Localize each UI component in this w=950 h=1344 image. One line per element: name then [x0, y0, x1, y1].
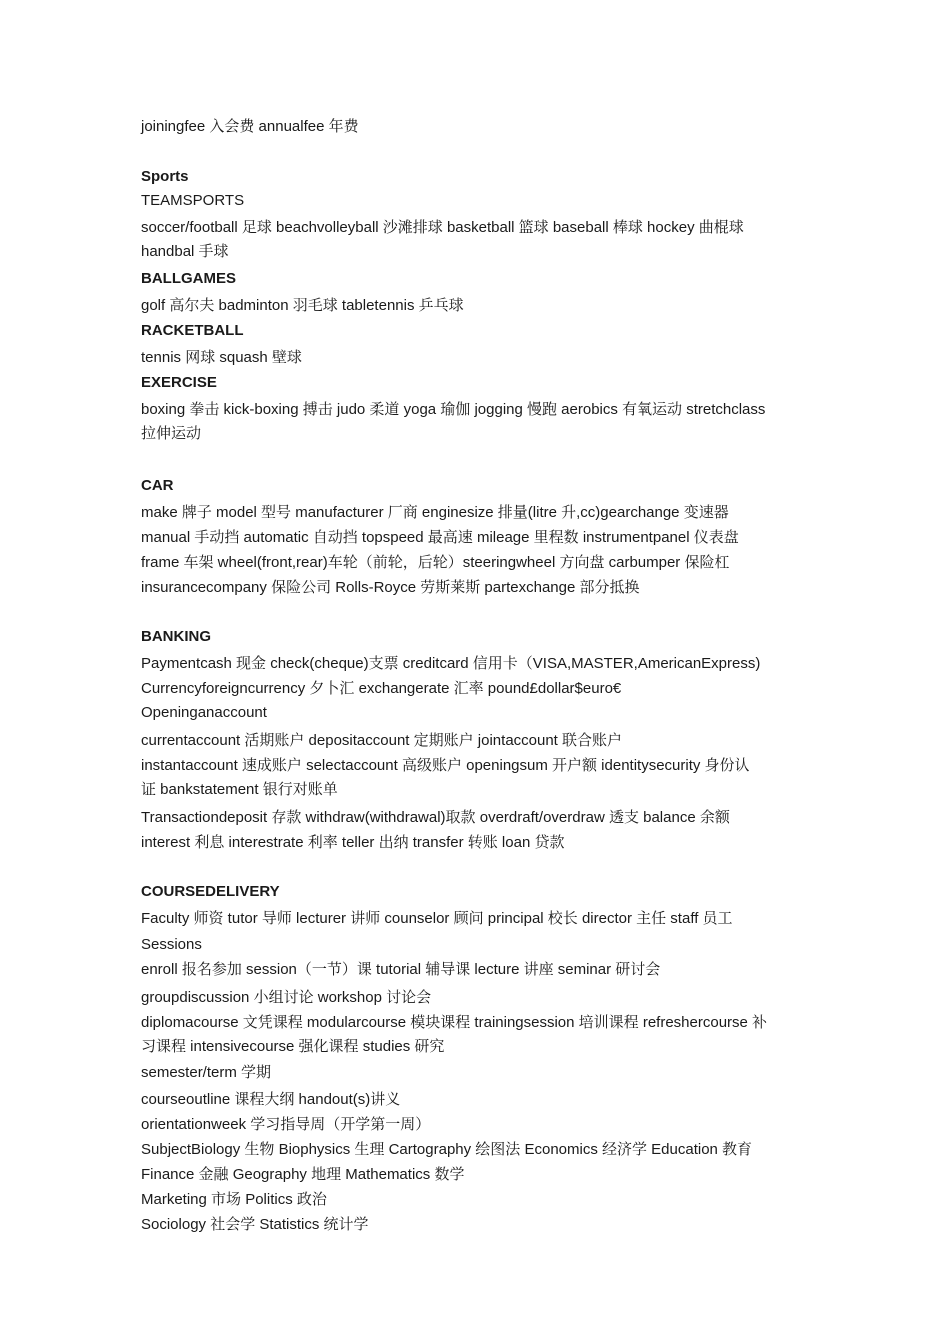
vocab-line: Marketing 市场 Politics 政治: [141, 1191, 327, 1208]
vocab-line: Faculty 师资 tutor 导师 lecturer 讲师 counselor 顾问 principal 校长 director 主任 staff 员工: [141, 910, 733, 927]
section-heading-coursedelivery: COURSEDELIVERY: [141, 883, 280, 900]
vocab-line: Currencyforeigncurrency 夕卜汇 exchangerate 汇率 pound£dollar$euro€: [141, 680, 622, 697]
vocab-line: frame 车架 wheel(front,rear)车轮（前轮，后轮）steeringwheel 方向盘 carbumper 保险杠: [141, 554, 730, 571]
vocab-line: soccer/football 足球 beachvolleyball 沙滩排球 basketball 篮球 baseball 棒球 hockey 曲棍球: [141, 219, 744, 236]
vocab-line: manual 手动挡 automatic 自动挡 topspeed 最高速 mileage 里程数 instrumentpanel 仪表盘: [141, 529, 739, 546]
subheading-exercise: EXERCISE: [141, 374, 217, 391]
vocab-line: diplomacourse 文凭课程 modularcourse 模块课程 trainingsession 培训课程 refreshercourse 补: [141, 1014, 768, 1031]
vocab-line: SubjectBiology 生物 Biophysics 生理 Cartography 绘图法 Economics 经济学 Education 教育: [141, 1141, 753, 1158]
vocab-line: Transactiondeposit 存款 withdraw(withdrawal)取款 overdraft/overdraw 透支 balance 余额: [141, 809, 730, 826]
subheading-teamsports: TEAMSPORTS: [141, 192, 245, 209]
vocab-line: Finance 金融 Geography 地理 Mathematics 数学: [141, 1166, 465, 1183]
vocab-line: Openinganaccount: [141, 704, 267, 721]
section-heading-sports: Sports: [141, 168, 189, 185]
vocab-line: Paymentcash 现金 check(cheque)支票 creditcard 信用卡（VISA,MASTER,AmericanExpress): [141, 655, 761, 672]
vocab-line: 习课程 intensivecourse 强化课程 studies 研究: [141, 1038, 445, 1055]
vocab-line: tennis 网球 squash 壁球: [141, 349, 302, 366]
vocab-line: groupdiscussion 小组讨论 workshop 讨论会: [141, 989, 432, 1006]
vocab-line: courseoutline 课程大纲 handout(s)讲义: [141, 1091, 401, 1108]
membership-fees-line: joiningfee 入会费 annualfee 年费: [141, 118, 359, 135]
vocab-line: enroll 报名参加 session（一节）课 tutorial 辅导课 lecture 讲座 seminar 研讨会: [141, 961, 661, 978]
vocab-line: make 牌子 model 型号 manufacturer 厂商 enginesize 排量(litre 升,cc)gearchange 变速器: [141, 504, 729, 521]
vocab-line: insurancecompany 保险公司 Rolls-Royce 劳斯莱斯 partexchange 部分抵换: [141, 579, 640, 596]
vocab-line: golf 高尔夫 badminton 羽毛球 tabletennis 乒乓球: [141, 297, 464, 314]
subheading-ballgames: BALLGAMES: [141, 270, 236, 287]
vocab-line: Sessions: [141, 936, 202, 953]
vocab-line: Sociology 社会学 Statistics 统计学: [141, 1216, 369, 1233]
vocab-line: semester/term 学期: [141, 1064, 272, 1081]
vocab-line: handbal 手球: [141, 243, 229, 260]
vocab-line: currentaccount 活期账户 depositaccount 定期账户 jointaccount 联合账户: [141, 732, 623, 749]
vocab-line: 证 bankstatement 银行对账单: [141, 781, 338, 798]
subheading-racketball: RACKETBALL: [141, 322, 244, 339]
section-heading-car: CAR: [141, 477, 174, 494]
vocab-line: interest 利息 interestrate 利率 teller 出纳 transfer 转账 loan 贷款: [141, 834, 565, 851]
section-heading-banking: BANKING: [141, 628, 211, 645]
vocab-line: boxing 拳击 kick-boxing 搏击 judo 柔道 yoga 瑜伽 jogging 慢跑 aerobics 有氧运动 stretchclass: [141, 401, 766, 418]
vocab-line: instantaccount 速成账户 selectaccount 高级账户 openingsum 开户额 identitysecurity 身份认: [141, 757, 750, 774]
vocab-line: 拉伸运动: [141, 425, 202, 442]
vocab-line: orientationweek 学习指导周（开学第一周）: [141, 1116, 431, 1133]
